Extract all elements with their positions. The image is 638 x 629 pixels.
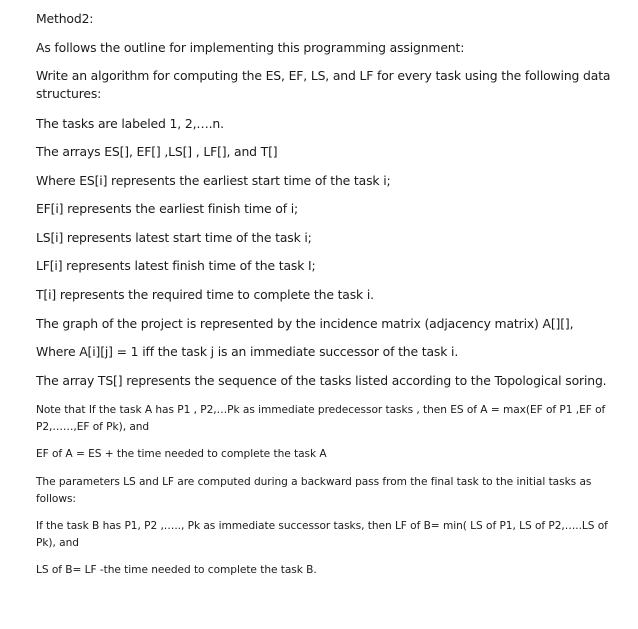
heading-method2: Method2: xyxy=(36,11,94,26)
ts-line: The array TS[] represents the sequence of the tasks listed according to the Topological soring. xyxy=(36,373,607,388)
ls-definition: LS[i] represents latest start time of the task i; xyxy=(36,230,312,245)
ls-formula: LS of B= LF -the time needed to complete the task B. xyxy=(36,564,317,576)
arrays-line: The arrays ES[], EF[] ,LS[] , LF[], and T[] xyxy=(36,144,278,159)
backward-pass-line: The parameters LS and LF are computed during a backward pass from the final task to the initial tasks as follows: xyxy=(36,476,592,505)
graph-line: The graph of the project is represented by the incidence matrix (adjacency matrix) A[][], xyxy=(36,316,574,331)
adjacency-line: Where A[i][j] = 1 iff the task j is an immediate successor of the task i. xyxy=(36,344,459,359)
intro-line: As follows the outline for implementing this programming assignment: xyxy=(36,40,465,55)
lf-definition: LF[i] represents latest finish time of the task I; xyxy=(36,258,316,273)
algorithm-instruction: Write an algorithm for computing the ES, EF, LS, and LF for every task using the following data structures: xyxy=(36,68,611,101)
ef-definition: EF[i] represents the earliest finish time of i; xyxy=(36,201,299,216)
es-formula-note: Note that If the task A has P1 , P2,…Pk as immediate predecessor tasks , then ES of A = max(EF of P1 ,EF of P2,……,EF of Pk), and xyxy=(36,404,606,433)
t-definition: T[i] represents the required time to complete the task i. xyxy=(36,287,374,302)
ef-formula: EF of A = ES + the time needed to complete the task A xyxy=(36,448,327,460)
es-definition: Where ES[i] represents the earliest start time of the task i; xyxy=(36,173,391,188)
lf-formula-note: If the task B has P1, P2 ,….., Pk as immediate successor tasks, then LF of B= min( LS of P1, LS of P2,…..LS of Pk), and xyxy=(36,520,608,549)
tasks-label-line: The tasks are labeled 1, 2,….n. xyxy=(36,116,224,131)
